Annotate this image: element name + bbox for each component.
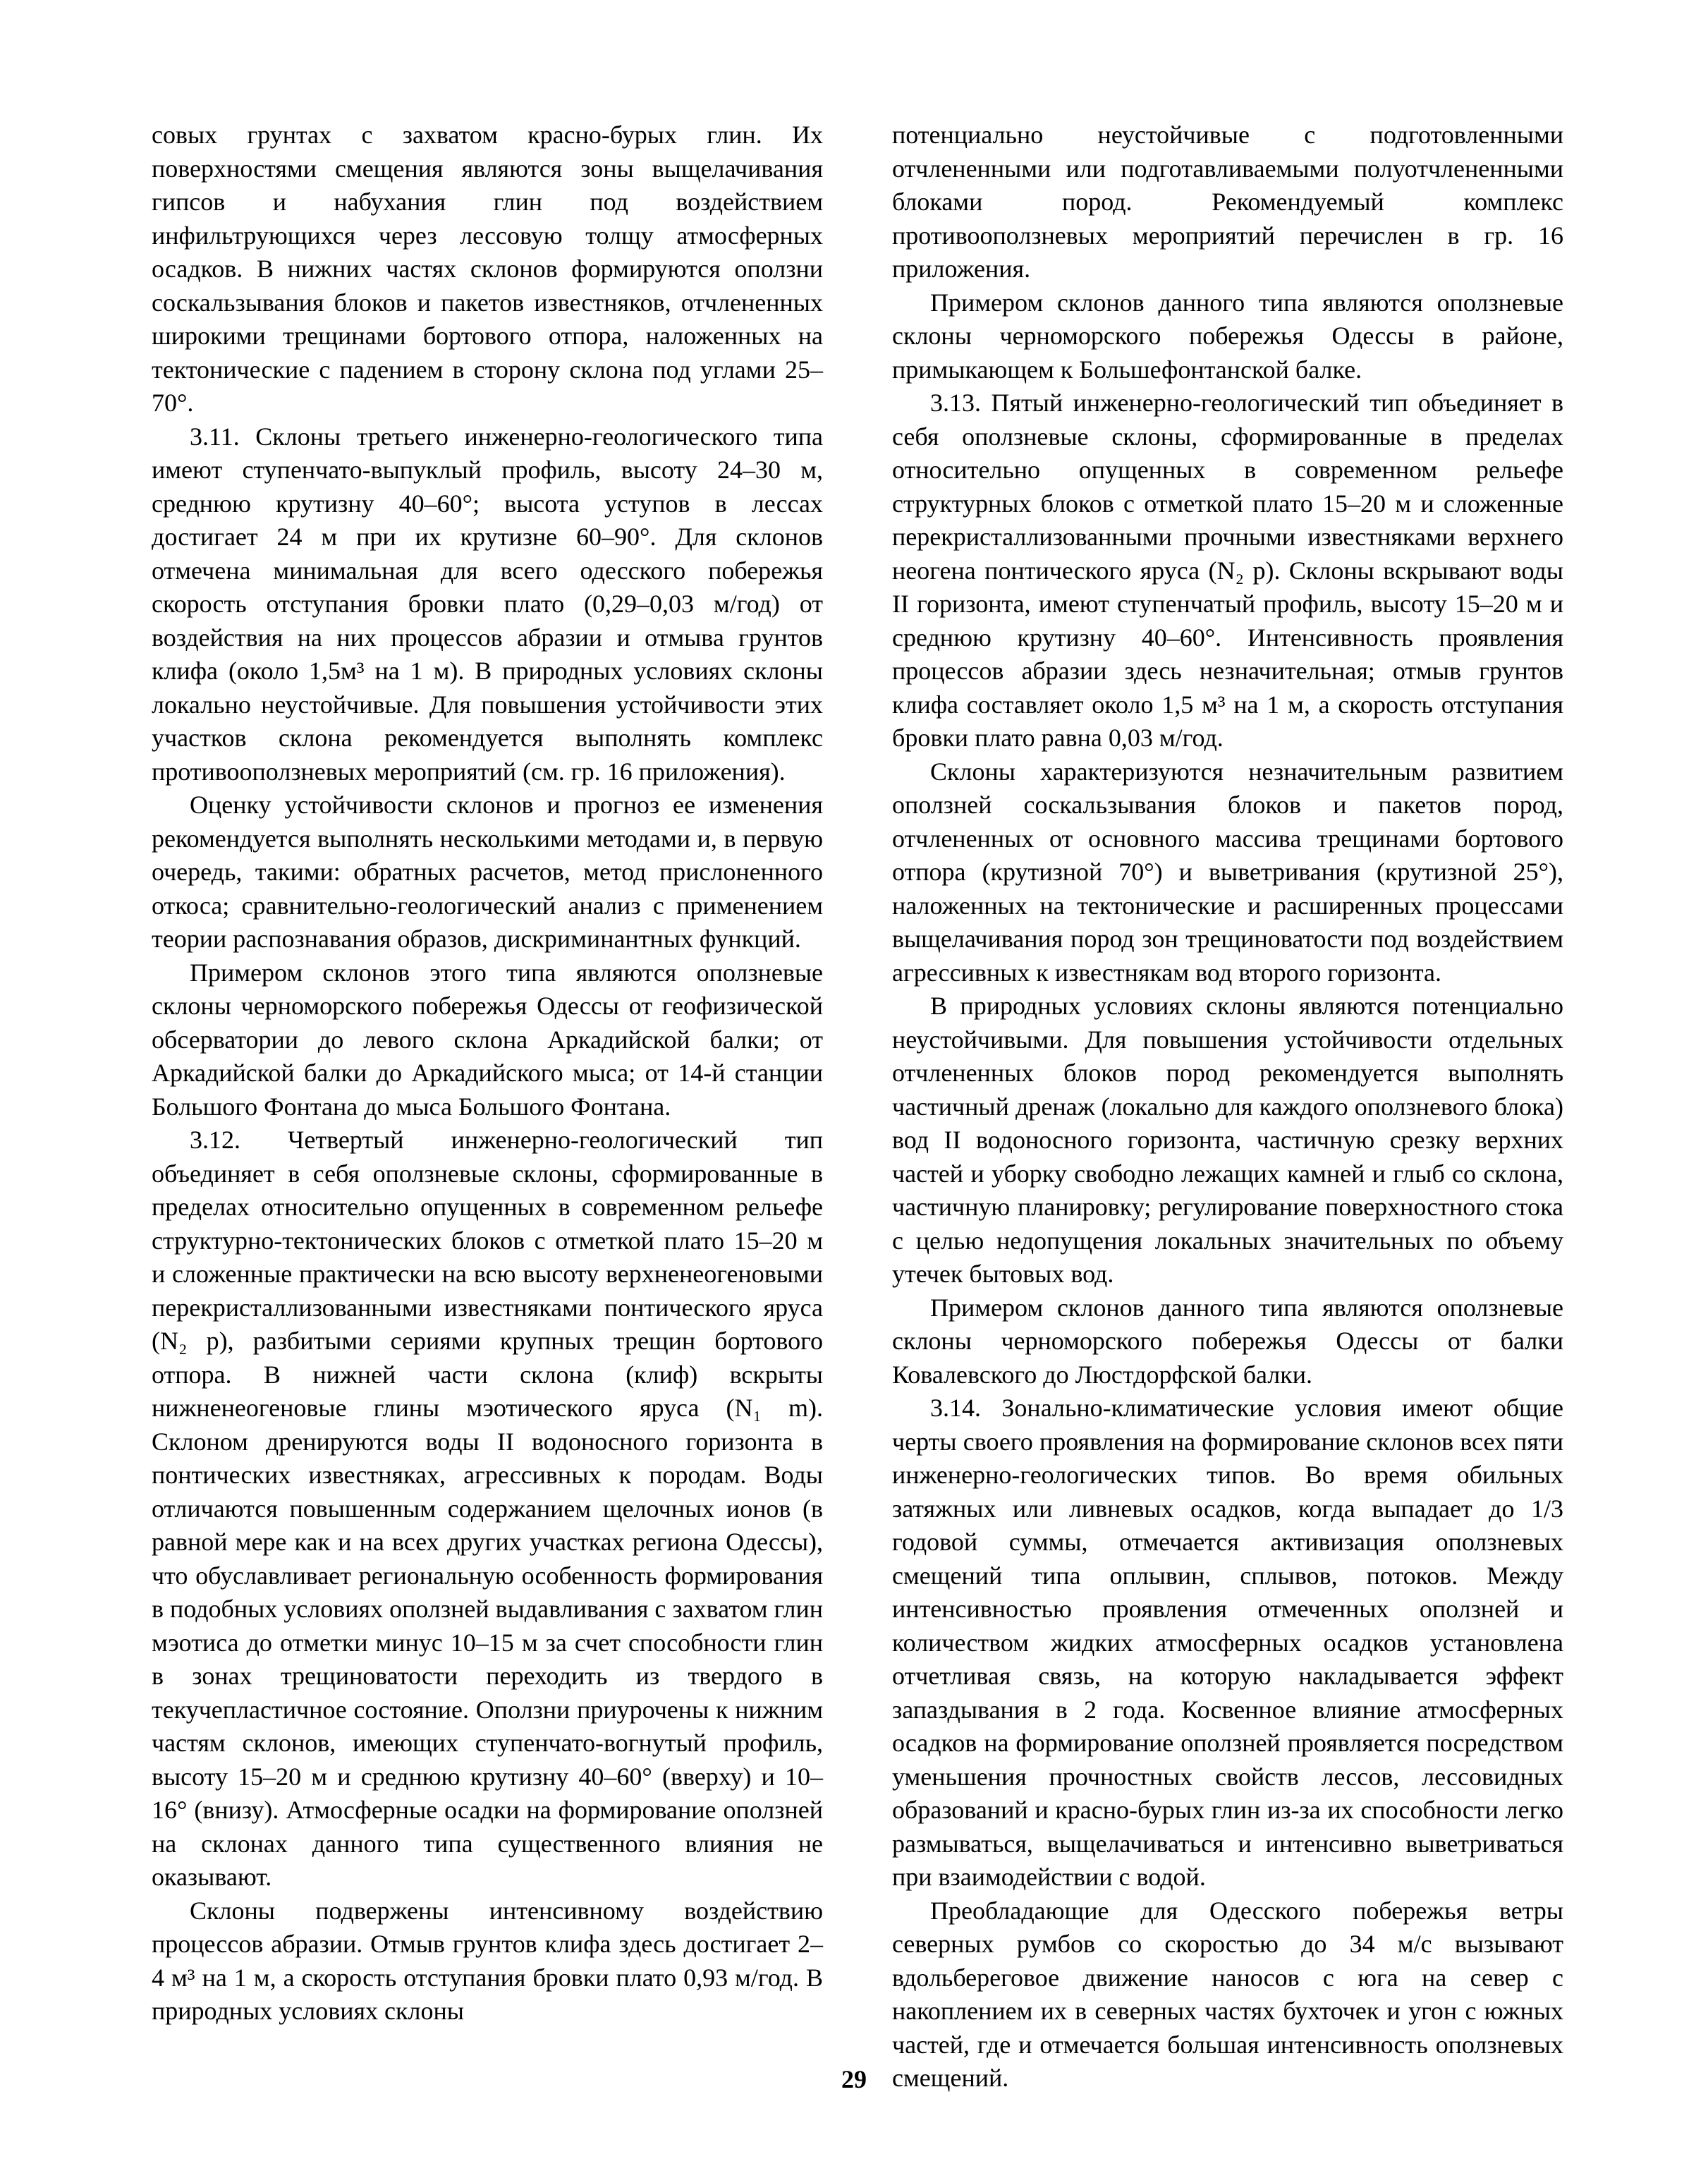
paragraph: В природных условиях склоны являются потенциально неустойчивыми. Для повышения устойчивости отдельных отчлененных блоков пород рекомендуется выполнять частичный дренаж (локально для каждого оползневого блока) вод II водоносного горизонта, частичную срезку верхних частей и уборку свободно лежащих камней и глыб со склона, частичную планировку; регулирование поверхностного стока с целью недопущения локальных значительных по объему утечек бытовых вод. (892, 992, 1563, 1288)
paragraph: Оценку устойчивости склонов и прогноз ее изменения рекомендуется выполнять несколькими методами и, в первую очередь, такими: обратных расчетов, метод прислоненного откоса; сравнительно-геологический анализ с применением теории распознавания образов, дискриминантных функций. (152, 791, 823, 953)
paragraph: 3.14. Зонально-климатические условия имеют общие черты своего проявления на формирование склонов всех пяти инженерно-геологических типов. Во время обильных затяжных или ливневых осадков, когда выпадает до 1/3 годовой суммы, отмечается активизация оползневых смещений типа оплывин, сплывов, потоков. Между интенсивностью проявления отмеченных оползней и количеством жидких атмосферных осадков установлена отчетливая связь, на которую накладывается эффект запаздывания в 2 года. Косвенное влияние атмосферных осадков на формирование оползней проявляется посредством уменьшения прочностных свойств лессов, лессовидных образований и красно-бурых глин из-за их способности легко размываться, выщелачиваться и интенсивно выветриваться при взаимодействии с водой. (892, 1394, 1563, 1891)
left-column (152, 118, 823, 2051)
paragraph: Преобладающие для Одесского побережья ветры северных румбов со скоростью до 34 м/с вызывают вдольбереговое движение наносов с юга на север с накоплением их в северных частях бухточек и угон с южных частей, где и отмечается большая интенсивность оползневых смещений. (892, 1896, 1563, 2092)
paragraph: Примером склонов данного типа являются оползневые склоны черноморского побережья Одессы в районе, примыкающем к Большефонтанской балке. (892, 288, 1563, 384)
page-number: 29 (841, 2065, 867, 2093)
paragraph: Примером склонов этого типа являются оползневые склоны черноморского побережья Одессы от геофизической обсерватории до левого склона Аркадийской балки; от Аркадийской балки до Аркадийского мыса; от 14-й станции Большого Фонтана до мыса Большого Фонтана. (152, 958, 823, 1121)
right-column (892, 118, 1563, 2092)
paragraph: 3.12. Четвертый инженерно-геологический тип объединяет в себя оползневые склоны, сформированные в пределах относительно опущенных в современном рельефе структурно-тектонических блоков с отметкой плато 15–20 м и сложенные практически на всю высоту верхненеогеновыми перекристаллизованными известняками понтического яруса (N₂ p), разбитыми сериями крупных трещин бортового отпора. В нижней части склона (клиф) вскрыты нижненеогеновые глины мэотического яруса (N₁ m). Склоном дренируются воды II водоносного горизонта в понтических известняках, агрессивных к породам. Воды отличаются повышенным содержанием щелочных ионов (в равной мере как и на всех других участках региона Одессы), что обуславливает региональную особенность формирования в подобных условиях оползней выдавливания с захватом глин мэотиса до отметки минус 10–15 м за счет способности глин в зонах трещиноватости переходить из твердого в текучепластичное состояние. Оползни приурочены к нижним частям склонов, имеющих ступенчато-вогнутый профиль, высоту 15–20 м и среднюю крутизну 40–60° (вверху) и 10–16° (внизу). Атмосферные осадки на формирование оползней на склонах данного типа существенного влияния не оказывают. (152, 1126, 823, 1891)
paragraph: Склоны подвержены интенсивному воздействию процессов абразии. Отмыв грунтов клифа здесь достигает 2–4 м³ на 1 м, а скорость отступания бровки плато 0,93 м/год. В природных условиях склоны (152, 1896, 823, 2025)
paragraph: Примером склонов данного типа являются оползневые склоны черноморского побережья Одессы от балки Ковалевского до Люстдорфской балки. (892, 1293, 1563, 1389)
paragraph: 3.11. Склоны третьего инженерно-геологического типа имеют ступенчато-выпуклый профиль, высоту 24–30 м, среднюю крутизну 40–60°; высота уступов в лессах достигает 24 м при их крутизне 60–90°. Для склонов отмечена минимальная для всего одесского побережья скорость отступания бровки плато (0,29–0,03 м/год) от воздействия на них процессов абразии и отмыва грунтов клифа (около 1,5м³ на 1 м). В природных условиях склоны локально неустойчивые. Для повышения устойчивости этих участков склона рекомендуется выполнять комплекс противооползневых мероприятий (см. гр. 16 приложения). (152, 422, 823, 786)
paragraph: потенциально неустойчивые с подготовленными отчлененными или подготавливаемыми полуотчлененными блоками пород. Рекомендуемый комплекс противооползневых мероприятий перечислен в гр. 16 приложения. (892, 121, 1563, 283)
paragraph: совых грунтах с захватом красно-бурых глин. Их поверхностями смещения являются зоны выщелачивания гипсов и набухания глин под воздействием инфильтрующихся через лессовую толщу атмосферных осадков. В нижних частях склонов формируются оползни соскальзывания блоков и пакетов известняков, отчлененных широкими трещинами бортового отпора, наложенных на тектонические с падением в сторону склона под углами 25–70°. (152, 121, 823, 417)
paragraph: 3.13. Пятый инженерно-геологический тип объединяет в себя оползневые склоны, сформированные в пределах относительно опущенных в современном рельефе структурных блоков с отметкой плато 15–20 м и сложенные перекристаллизованными прочными известняками верхнего неогена понтического яруса (N₂ p). Склоны вскрывают воды II горизонта, имеют ступенчатый профиль, высоту 15–20 м и среднюю крутизну 40–60°. Интенсивность проявления процессов абразии здесь незначительная; отмыв грунтов клифа составляет около 1,5 м³ на 1 м, а скорость отступания бровки плато равна 0,03 м/год. (892, 389, 1563, 752)
paragraph: Склоны характеризуются незначительным развитием оползней соскальзывания блоков и пакетов пород, отчлененных от основного массива трещинами бортового отпора (крутизной 70°) и выветривания (крутизной 25°), наложенных на тектонические и расширенных процессами выщелачивания пород зон трещиноватости под воздействием агрессивных к известнякам вод второго горизонта. (892, 757, 1563, 987)
